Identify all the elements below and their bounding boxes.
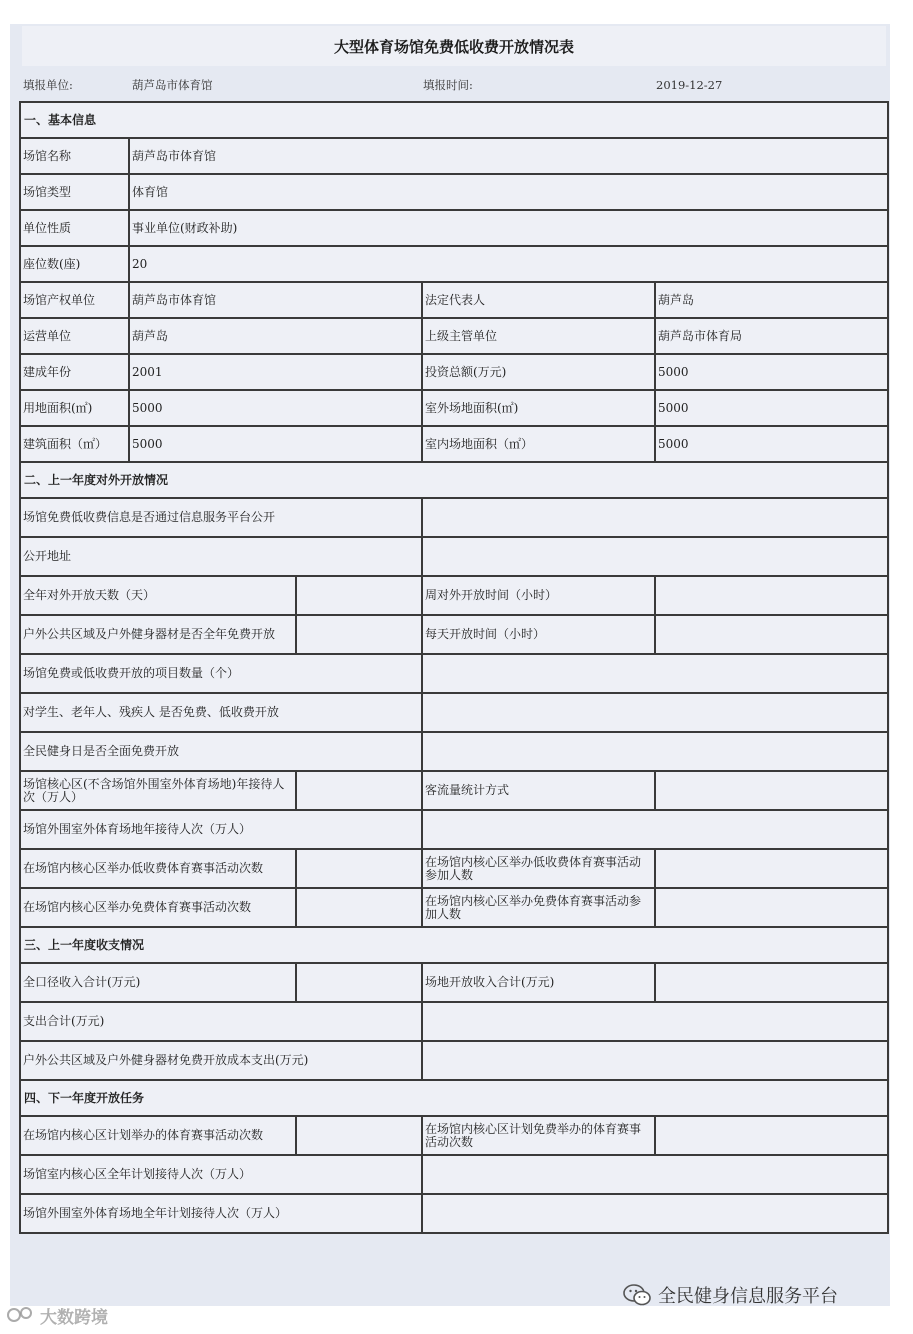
fitness-day-value bbox=[422, 732, 888, 771]
unit-nature-value: 事业单位(财政补助) bbox=[129, 210, 888, 246]
wechat-icon bbox=[622, 1282, 652, 1308]
building-area-value: 5000 bbox=[129, 426, 422, 462]
special-groups-label: 对学生、老年人、残疾人 是否免费、低收费开放 bbox=[20, 693, 422, 732]
total-expense-label: 支出合计(万元) bbox=[20, 1002, 422, 1041]
core-visitors-label: 场馆核心区(不含场馆外围室外体育场地)年接待人次（万人） bbox=[20, 771, 296, 810]
special-groups-value bbox=[422, 693, 888, 732]
outdoor-free-value bbox=[296, 615, 422, 654]
section-row bbox=[20, 1080, 888, 1116]
watermark-right-text: 全民健身信息服务平台 bbox=[658, 1286, 838, 1307]
operator-label: 运营单位 bbox=[20, 318, 129, 354]
time-value: 2019-12-27 bbox=[656, 78, 723, 92]
weekly-open-hours-value bbox=[655, 576, 888, 615]
owner-value: 葫芦岛市体育馆 bbox=[129, 282, 422, 318]
total-income-label: 全口径收入合计(万元) bbox=[20, 963, 296, 1002]
platform-public-value bbox=[422, 498, 888, 537]
table-row bbox=[20, 354, 888, 390]
owner-label: 场馆产权单位 bbox=[20, 282, 129, 318]
venue-type-value: 体育馆 bbox=[129, 174, 888, 210]
weekly-open-hours-label: 周对外开放时间（小时） bbox=[422, 576, 655, 615]
legal-rep-value: 葫芦岛 bbox=[655, 282, 888, 318]
table-row bbox=[20, 849, 888, 888]
low-fee-events-value bbox=[296, 849, 422, 888]
table-row bbox=[20, 498, 888, 537]
table-row bbox=[20, 390, 888, 426]
outdoor-free-label: 户外公共区域及户外健身器材是否全年免费开放 bbox=[20, 615, 296, 654]
planned-indoor-visitors-value bbox=[422, 1155, 888, 1194]
table-row bbox=[20, 810, 888, 849]
time-label: 填报时间: bbox=[423, 78, 473, 92]
table-row bbox=[20, 888, 888, 927]
unit-nature-label: 单位性质 bbox=[20, 210, 129, 246]
legal-rep-label: 法定代表人 bbox=[422, 282, 655, 318]
daily-open-hours-label: 每天开放时间（小时） bbox=[422, 615, 655, 654]
indoor-area-label: 室内场地面积（㎡） bbox=[422, 426, 655, 462]
outdoor-area-value: 5000 bbox=[655, 390, 888, 426]
planned-free-events-value bbox=[655, 1116, 888, 1155]
built-year-label: 建成年份 bbox=[20, 354, 129, 390]
annual-open-days-label: 全年对外开放天数（天） bbox=[20, 576, 296, 615]
flow-stat-method-value bbox=[655, 771, 888, 810]
section-row bbox=[20, 927, 888, 963]
section-title-opening: 二、上一年度对外开放情况 bbox=[20, 462, 888, 498]
table-row bbox=[20, 537, 888, 576]
table-row bbox=[20, 693, 888, 732]
table-row bbox=[20, 138, 888, 174]
building-area-label: 建筑面积（㎡） bbox=[20, 426, 129, 462]
section-row bbox=[20, 462, 888, 498]
free-items-count-label: 场馆免费或低收费开放的项目数量（个） bbox=[20, 654, 422, 693]
total-expense-value bbox=[422, 1002, 888, 1041]
venue-open-income-label: 场地开放收入合计(万元) bbox=[422, 963, 655, 1002]
table-row bbox=[20, 732, 888, 771]
venue-type-label: 场馆类型 bbox=[20, 174, 129, 210]
outdoor-area-label: 室外场地面积(㎡) bbox=[422, 390, 655, 426]
planned-free-events-label: 在场馆内核心区计划免费举办的体育赛事活动次数 bbox=[422, 1116, 655, 1155]
table-row bbox=[20, 1194, 888, 1233]
total-income-value bbox=[296, 963, 422, 1002]
table-row bbox=[20, 576, 888, 615]
investment-value: 5000 bbox=[655, 354, 888, 390]
table-row bbox=[20, 963, 888, 1002]
table-row bbox=[20, 210, 888, 246]
table-row bbox=[20, 426, 888, 462]
land-area-label: 用地面积(㎡) bbox=[20, 390, 129, 426]
planned-outer-visitors-value bbox=[422, 1194, 888, 1233]
low-fee-participants-value bbox=[655, 849, 888, 888]
public-address-label: 公开地址 bbox=[20, 537, 422, 576]
planned-indoor-visitors-label: 场馆室内核心区全年计划接待人次（万人） bbox=[20, 1155, 422, 1194]
platform-public-label: 场馆免费低收费信息是否通过信息服务平台公开 bbox=[20, 498, 422, 537]
table-row bbox=[20, 615, 888, 654]
seats-value: 20 bbox=[129, 246, 888, 282]
built-year-value: 2001 bbox=[129, 354, 422, 390]
planned-outer-visitors-label: 场馆外围室外体育场地全年计划接待人次（万人） bbox=[20, 1194, 422, 1233]
operator-value: 葫芦岛 bbox=[129, 318, 422, 354]
outer-visitors-value bbox=[422, 810, 888, 849]
brand-logo-icon bbox=[6, 1305, 36, 1325]
table-row bbox=[20, 282, 888, 318]
free-participants-value bbox=[655, 888, 888, 927]
seats-label: 座位数(座) bbox=[20, 246, 129, 282]
investment-label: 投资总额(万元) bbox=[422, 354, 655, 390]
watermark-left-text: 大数跨境 bbox=[40, 1307, 108, 1328]
free-participants-label: 在场馆内核心区举办免费体育赛事活动参加人数 bbox=[422, 888, 655, 927]
watermark-left bbox=[6, 1300, 108, 1330]
unit-label: 填报单位: bbox=[23, 78, 73, 92]
unit-value: 葫芦岛市体育馆 bbox=[132, 78, 213, 92]
section-title-basic: 一、基本信息 bbox=[20, 102, 888, 138]
planned-events-label: 在场馆内核心区计划举办的体育赛事活动次数 bbox=[20, 1116, 296, 1155]
info-table bbox=[19, 101, 889, 1234]
table-row bbox=[20, 1041, 888, 1080]
page-title: 大型体育场馆免费低收费开放情况表 bbox=[22, 26, 886, 66]
indoor-area-value: 5000 bbox=[655, 426, 888, 462]
flow-stat-method-label: 客流量统计方式 bbox=[422, 771, 655, 810]
table-row bbox=[20, 654, 888, 693]
low-fee-events-label: 在场馆内核心区举办低收费体育赛事活动次数 bbox=[20, 849, 296, 888]
venue-name-label: 场馆名称 bbox=[20, 138, 129, 174]
venue-open-income-value bbox=[655, 963, 888, 1002]
land-area-value: 5000 bbox=[129, 390, 422, 426]
section-row bbox=[20, 102, 888, 138]
table-row bbox=[20, 771, 888, 810]
table-row bbox=[20, 174, 888, 210]
planned-events-value bbox=[296, 1116, 422, 1155]
supervisor-label: 上级主管单位 bbox=[422, 318, 655, 354]
outdoor-cost-label: 户外公共区域及户外健身器材免费开放成本支出(万元) bbox=[20, 1041, 422, 1080]
outdoor-cost-value bbox=[422, 1041, 888, 1080]
free-events-label: 在场馆内核心区举办免费体育赛事活动次数 bbox=[20, 888, 296, 927]
table-row bbox=[20, 318, 888, 354]
fitness-day-label: 全民健身日是否全面免费开放 bbox=[20, 732, 422, 771]
table-row bbox=[20, 246, 888, 282]
free-items-count-value bbox=[422, 654, 888, 693]
table-row bbox=[20, 1155, 888, 1194]
outer-visitors-label: 场馆外围室外体育场地年接待人次（万人） bbox=[20, 810, 422, 849]
section-title-plan: 四、下一年度开放任务 bbox=[20, 1080, 888, 1116]
annual-open-days-value bbox=[296, 576, 422, 615]
core-visitors-value bbox=[296, 771, 422, 810]
supervisor-value: 葫芦岛市体育局 bbox=[655, 318, 888, 354]
daily-open-hours-value bbox=[655, 615, 888, 654]
free-events-value bbox=[296, 888, 422, 927]
table-row bbox=[20, 1116, 888, 1155]
venue-name-value: 葫芦岛市体育馆 bbox=[129, 138, 888, 174]
watermark-right bbox=[622, 1280, 838, 1310]
low-fee-participants-label: 在场馆内核心区举办低收费体育赛事活动参加人数 bbox=[422, 849, 655, 888]
section-title-finance: 三、上一年度收支情况 bbox=[20, 927, 888, 963]
public-address-value bbox=[422, 537, 888, 576]
table-row bbox=[20, 1002, 888, 1041]
